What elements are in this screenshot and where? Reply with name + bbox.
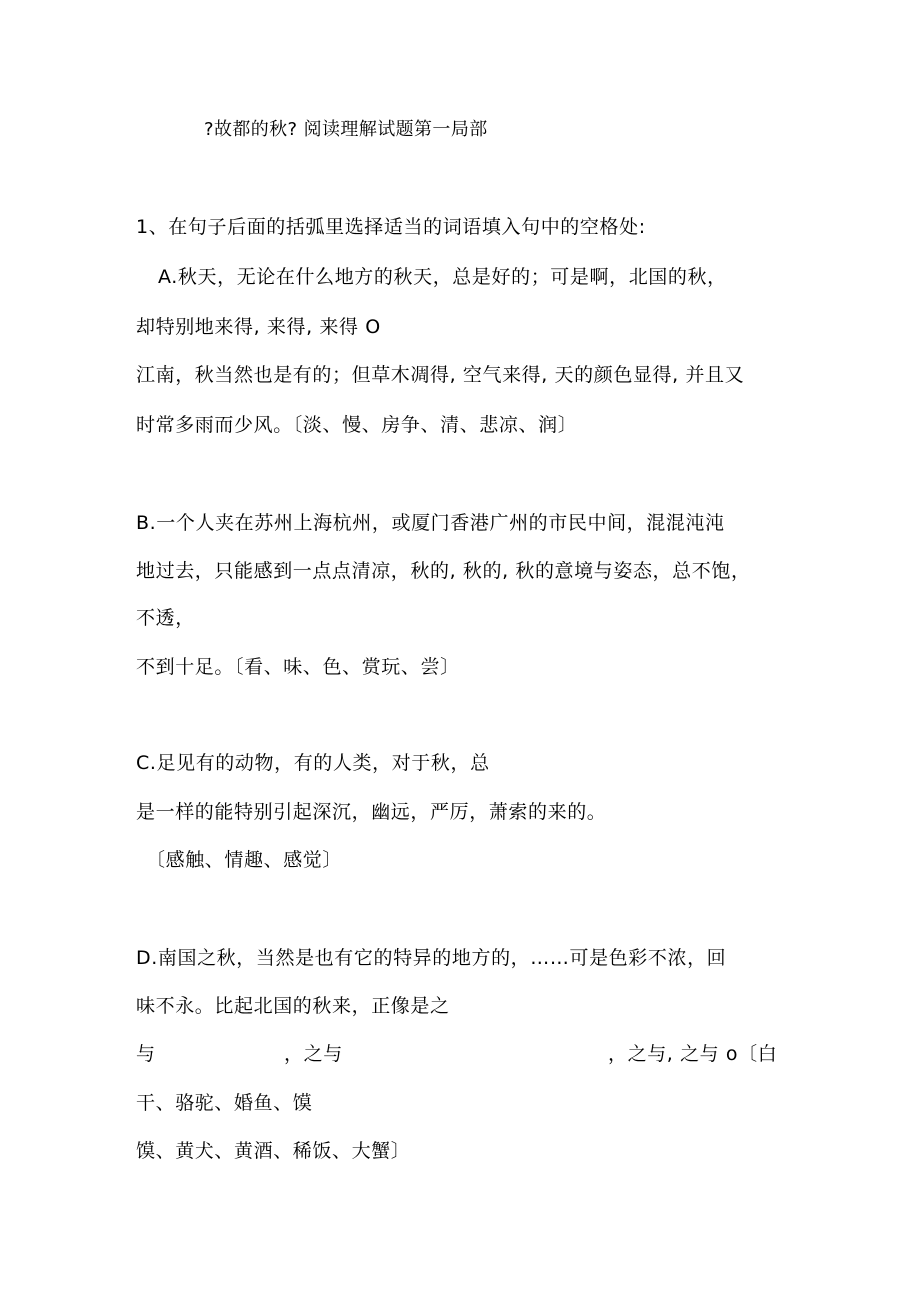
part-a-line-3: 江南，秋当然也是有的；但草木凋得, 空气来得, 天的颜色显得, 并且又 xyxy=(136,364,745,386)
part-d-line-5: 馍、黄犬、黄酒、稀饭、大蟹〕 xyxy=(136,1140,411,1162)
part-b-line-1: B.一个人夹在苏州上海杭州，或厦门香港广州的市民中间，混混沌沌 xyxy=(136,512,725,534)
question-1-instruction: 1、在句子后面的括弧里选择适当的词语填入句中的空格处: xyxy=(136,216,646,238)
part-d-line-1: D.南国之秋，当然是也有它的特异的地方的，……可是色彩不浓，回 xyxy=(136,947,727,969)
part-d-line-4: 干、骆驼、婚鱼、馍 xyxy=(136,1092,313,1114)
part-b-line-4: 不到十足。〔看、味、色、赏玩、尝〕 xyxy=(136,656,460,678)
part-b-line-2: 地过去，只能感到一点点清凉，秋的, 秋的, 秋的意境与姿态，总不饱， xyxy=(136,560,751,582)
part-c-line-2: 是一样的能特别引起深沉，幽远，严厉，萧索的来的。 xyxy=(136,801,607,823)
part-a-line-2: 却特别地来得, 来得, 来得 O xyxy=(136,316,381,338)
part-c-line-1: C.足见有的动物，有的人类，对于秋，总 xyxy=(136,752,490,774)
part-c-line-3: 〔感触、情趣、感觉〕 xyxy=(146,849,343,871)
document-title: ?故都的秋? 阅读理解试题第一局部 xyxy=(204,119,488,140)
part-d-line-3b: ，之与 xyxy=(284,1043,343,1065)
part-a-line-4: 时常多雨而少风。〔淡、慢、房争、清、悲凉、润〕 xyxy=(136,414,578,436)
part-d-line-2: 味不永。比起北国的秋来，正像是之 xyxy=(136,995,450,1017)
part-a-line-1: A.秋天，无论在什么地方的秋天，总是好的；可是啊，北国的秋， xyxy=(158,266,727,288)
part-d-line-3c: ，之与, 之与 o〔白 xyxy=(608,1043,778,1065)
part-b-line-3: 不透， xyxy=(136,607,195,629)
part-d-line-3a: 与 xyxy=(136,1043,156,1065)
